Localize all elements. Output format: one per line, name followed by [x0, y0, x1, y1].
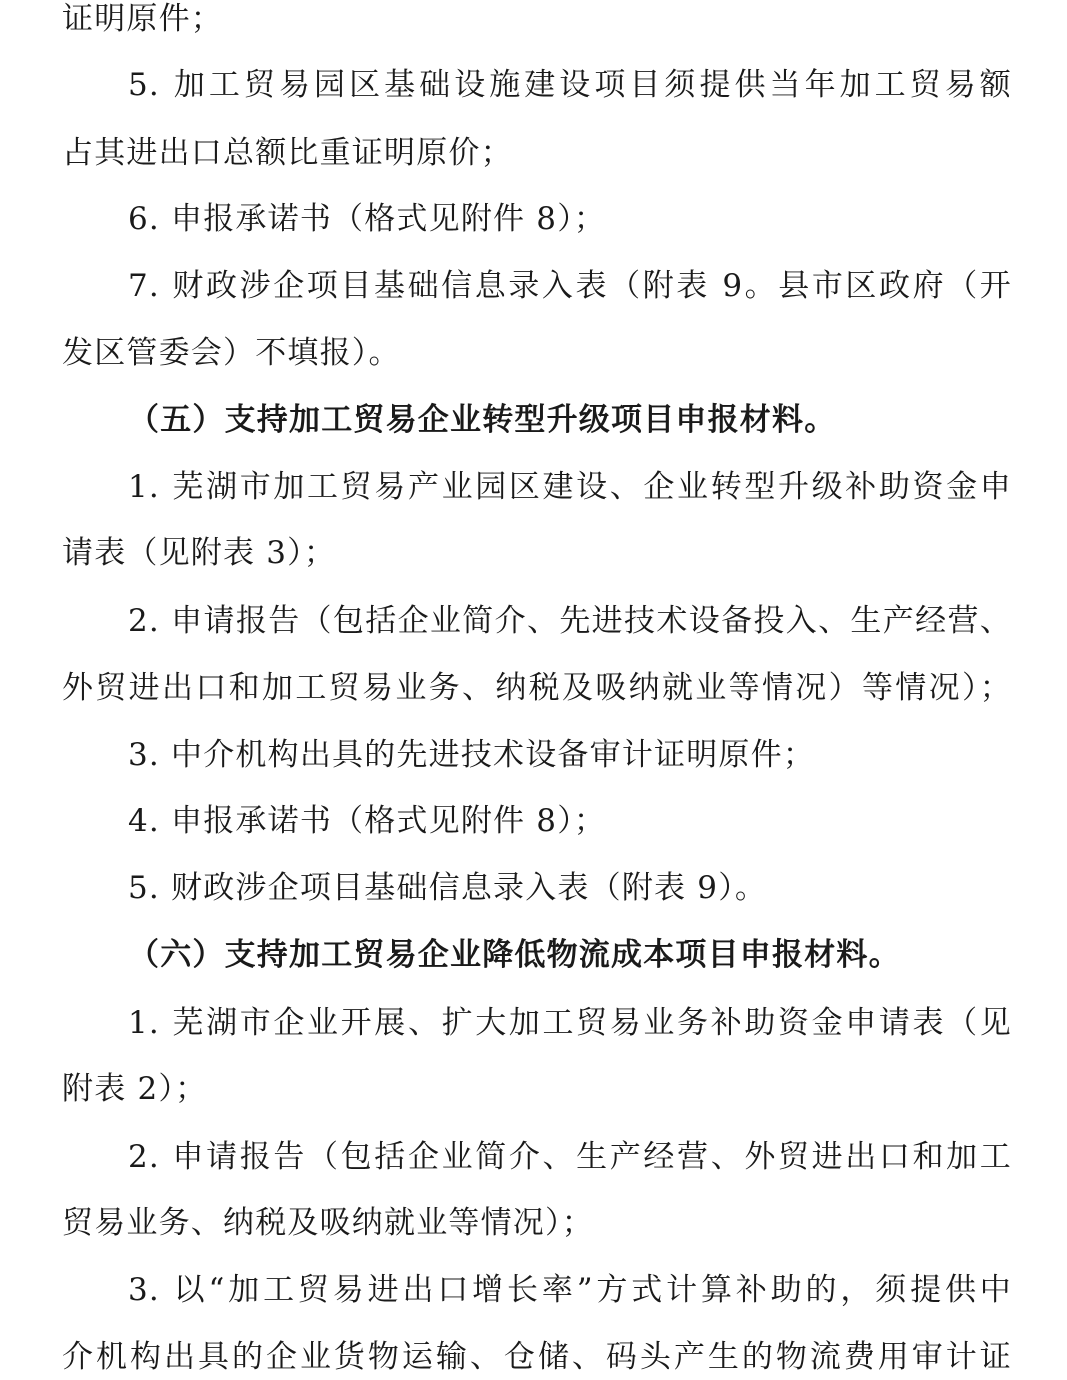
text-line-20: 3. 以“加工贸易进出口增长率”方式计算补助的，须提供中 [128, 1272, 1012, 1308]
text-line-13: 4. 申报承诺书（格式见附件 8）； [128, 803, 607, 839]
text-line-10: 2. 申请报告（包括企业简介、先进技术设备投入、生产经营、 [128, 603, 1012, 639]
text-line-12: 3. 中介机构出具的先进技术设备审计证明原件； [128, 737, 816, 773]
section-heading-5: （五）支持加工贸易企业转型升级项目申报材料。 [128, 402, 837, 438]
text-line-21: 介机构出具的企业货物运输、仓储、码头产生的物流费用审计证 [62, 1339, 1012, 1375]
text-line-3: 占其进出口总额比重证明原价； [62, 135, 513, 171]
text-line-2: 5. 加工贸易园区基础设施建设项目须提供当年加工贸易额 [128, 67, 1012, 103]
text-line-18: 2. 申请报告（包括企业简介、生产经营、外贸进出口和加工 [128, 1139, 1012, 1175]
text-line-1: 证明原件； [62, 1, 223, 37]
text-line-8: 1. 芜湖市加工贸易产业园区建设、企业转型升级补助资金申 [128, 469, 1012, 505]
text-line-4: 6. 申报承诺书（格式见附件 8）； [128, 201, 607, 237]
section-heading-6: （六）支持加工贸易企业降低物流成本项目申报材料。 [128, 937, 901, 973]
text-line-9: 请表（见附表 3）； [62, 535, 337, 571]
text-line-6: 发区管委会）不填报）。 [62, 335, 401, 371]
text-line-17: 附表 2）； [62, 1071, 208, 1107]
text-line-14: 5. 财政涉企项目基础信息录入表（附表 9）。 [128, 870, 768, 906]
text-line-19: 贸易业务、纳税及吸纳就业等情况）； [62, 1205, 594, 1241]
text-line-11: 外贸进出口和加工贸易业务、纳税及吸纳就业等情况）等情况）； [62, 670, 1012, 706]
text-line-5: 7. 财政涉企项目基础信息录入表（附表 9。县市区政府（开 [128, 268, 1012, 304]
text-line-16: 1. 芜湖市企业开展、扩大加工贸易业务补助资金申请表（见 [128, 1005, 1012, 1041]
